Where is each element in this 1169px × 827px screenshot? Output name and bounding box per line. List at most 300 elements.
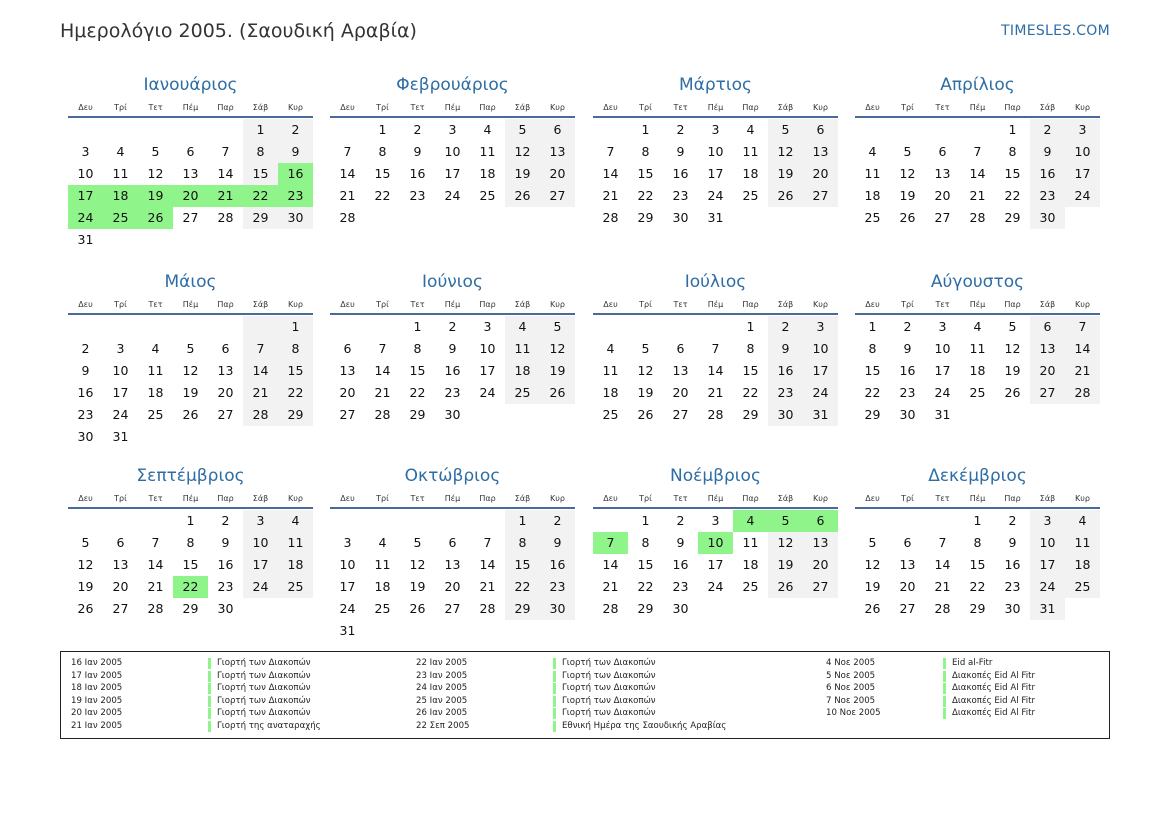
- day-cell: 11: [742, 144, 759, 159]
- day-grid: [68, 119, 313, 251]
- day-cell: 30: [1004, 601, 1021, 616]
- day-cell: 27: [112, 601, 129, 616]
- day-cell: 7: [483, 535, 492, 550]
- day-cell: 1: [1008, 122, 1017, 137]
- day-cell: 27: [540, 185, 575, 207]
- day-cell: 8: [378, 144, 387, 159]
- day-cell: 13: [339, 363, 356, 378]
- month-name: Αύγουστος: [930, 272, 1025, 292]
- day-cell: 28: [602, 601, 619, 616]
- day-cell: 18: [602, 385, 619, 400]
- holiday-name: Γιορτή των Διακοπών: [208, 708, 311, 719]
- day-cell: 6: [186, 144, 195, 159]
- weekday-label: Παρ: [479, 493, 496, 503]
- day-cell: 10: [479, 341, 496, 356]
- weekday-label: Τρί: [376, 493, 389, 503]
- empty-cell: [103, 119, 138, 141]
- day-cell: 6: [116, 535, 125, 550]
- day-grid: [593, 316, 838, 426]
- day-cell: 9: [278, 141, 313, 163]
- day-cell: 23: [540, 576, 575, 598]
- weekday-label: Τρί: [639, 493, 652, 503]
- day-cell: 21: [339, 188, 356, 203]
- weekday-header: [68, 295, 313, 315]
- holiday-day-cell: 23: [278, 185, 313, 207]
- day-cell: 5: [768, 119, 803, 141]
- site-link[interactable]: TIMESLES.COM: [1001, 23, 1110, 39]
- holiday-day-cell: 7: [593, 532, 628, 554]
- day-cell: 3: [343, 535, 352, 550]
- day-cell: 7: [378, 341, 387, 356]
- day-cell: 24: [803, 382, 838, 404]
- day-grid: [330, 510, 575, 642]
- day-cell: 14: [243, 360, 278, 382]
- holiday-day-cell: 16: [278, 163, 313, 185]
- weekday-label: Σάβ: [252, 102, 269, 112]
- weekday-label: Κυρ: [1075, 102, 1090, 112]
- day-cell: 30: [672, 210, 689, 225]
- weekday-label: Τετ: [673, 102, 688, 112]
- weekday-label: Σάβ: [252, 299, 269, 309]
- holiday-date: 21 Ιαν 2005: [71, 720, 123, 731]
- holiday-name: Γιορτή των Διακοπών: [208, 658, 311, 669]
- day-cell: 29: [969, 601, 986, 616]
- day-cell: 2: [413, 122, 422, 137]
- weekday-header: [593, 98, 838, 118]
- day-cell: 9: [1008, 535, 1017, 550]
- day-cell: 21: [479, 579, 496, 594]
- day-grid: [593, 119, 838, 229]
- day-cell: 5: [81, 535, 90, 550]
- day-cell: 13: [217, 363, 234, 378]
- month-block: [855, 463, 1100, 620]
- weekday-label: Τρί: [114, 299, 127, 309]
- day-cell: 10: [339, 557, 356, 572]
- empty-cell: [208, 119, 243, 141]
- holiday-day-cell: 4: [733, 510, 768, 532]
- holiday-date: 26 Ιαν 2005: [416, 708, 468, 719]
- day-cell: 9: [540, 532, 575, 554]
- weekday-label: Παρ: [1004, 102, 1021, 112]
- day-cell: 24: [444, 188, 461, 203]
- day-cell: 9: [903, 341, 912, 356]
- day-cell: 18: [505, 360, 540, 382]
- day-cell: 18: [742, 166, 759, 181]
- day-cell: 4: [505, 316, 540, 338]
- day-cell: 23: [77, 407, 94, 422]
- weekday-label: Παρ: [742, 299, 759, 309]
- weekday-label: Πέμ: [707, 299, 724, 309]
- day-cell: 14: [217, 166, 234, 181]
- day-cell: 24: [339, 601, 356, 616]
- month-name: Νοέμβριος: [670, 466, 761, 486]
- day-cell: 26: [899, 210, 916, 225]
- day-cell: 10: [1065, 141, 1100, 163]
- day-cell: 16: [409, 166, 426, 181]
- day-cell: 22: [374, 188, 391, 203]
- day-cell: 31: [112, 429, 129, 444]
- day-cell: 14: [374, 363, 391, 378]
- day-cell: 3: [1065, 119, 1100, 141]
- weekday-label: Σάβ: [514, 299, 531, 309]
- day-grid: [593, 510, 838, 620]
- month-block: [593, 72, 838, 229]
- month-block: [68, 269, 313, 448]
- day-cell: 6: [676, 341, 685, 356]
- day-cell: 20: [339, 385, 356, 400]
- holiday-name: Διακοπές Eid Al Fitr: [943, 696, 1035, 707]
- day-cell: 10: [1030, 532, 1065, 554]
- day-cell: 18: [479, 166, 496, 181]
- empty-cell: [890, 510, 925, 532]
- day-cell: 25: [1065, 576, 1100, 598]
- day-cell: 19: [637, 385, 654, 400]
- day-cell: 4: [378, 535, 387, 550]
- day-cell: 4: [606, 341, 615, 356]
- weekday-label: Τετ: [148, 299, 163, 309]
- day-cell: 27: [182, 210, 199, 225]
- weekday-header: [855, 489, 1100, 509]
- day-cell: 8: [278, 338, 313, 360]
- day-cell: 11: [505, 338, 540, 360]
- holiday-day-cell: 21: [208, 185, 243, 207]
- empty-cell: [925, 119, 960, 141]
- day-cell: 29: [1004, 210, 1021, 225]
- weekday-label: Πέμ: [182, 299, 199, 309]
- day-cell: 19: [864, 579, 881, 594]
- day-cell: 9: [221, 535, 230, 550]
- day-cell: 19: [409, 579, 426, 594]
- day-cell: 16: [768, 360, 803, 382]
- empty-cell: [365, 316, 400, 338]
- day-cell: 1: [746, 319, 755, 334]
- day-cell: 28: [602, 210, 619, 225]
- day-cell: 21: [602, 188, 619, 203]
- day-grid: [855, 510, 1100, 620]
- day-cell: 19: [768, 163, 803, 185]
- day-cell: 4: [746, 122, 755, 137]
- weekday-label: Τρί: [901, 493, 914, 503]
- day-cell: 15: [278, 360, 313, 382]
- day-cell: 9: [448, 341, 457, 356]
- holiday-date: 4 Νοε 2005: [826, 658, 876, 668]
- weekday-label: Τρί: [114, 102, 127, 112]
- day-cell: 15: [243, 163, 278, 185]
- day-cell: 21: [707, 385, 724, 400]
- day-cell: 1: [868, 319, 877, 334]
- day-cell: 5: [151, 144, 160, 159]
- day-cell: 22: [505, 576, 540, 598]
- day-cell: 15: [505, 554, 540, 576]
- day-cell: 16: [77, 385, 94, 400]
- weekday-label: Παρ: [1004, 299, 1021, 309]
- day-cell: 3: [1030, 510, 1065, 532]
- day-cell: 15: [182, 557, 199, 572]
- weekday-header: [593, 295, 838, 315]
- day-cell: 24: [1030, 576, 1065, 598]
- day-cell: 4: [278, 510, 313, 532]
- day-cell: 13: [182, 166, 199, 181]
- day-cell: 14: [147, 557, 164, 572]
- day-cell: 8: [1008, 144, 1017, 159]
- day-cell: 2: [676, 513, 685, 528]
- empty-cell: [330, 119, 365, 141]
- day-cell: 13: [672, 363, 689, 378]
- day-cell: 1: [278, 316, 313, 338]
- holiday-day-cell: 20: [173, 185, 208, 207]
- day-cell: 22: [637, 579, 654, 594]
- day-cell: 10: [707, 144, 724, 159]
- day-cell: 17: [112, 385, 129, 400]
- day-cell: 18: [374, 579, 391, 594]
- day-cell: 1: [413, 319, 422, 334]
- day-cell: 31: [803, 404, 838, 426]
- holiday-date: 20 Ιαν 2005: [71, 708, 123, 719]
- day-cell: 6: [803, 119, 838, 141]
- day-cell: 14: [339, 166, 356, 181]
- holiday-day-cell: 24: [68, 207, 103, 229]
- day-cell: 31: [934, 407, 951, 422]
- empty-cell: [330, 316, 365, 338]
- weekday-label: Πέμ: [444, 299, 461, 309]
- empty-cell: [925, 510, 960, 532]
- day-cell: 18: [864, 188, 881, 203]
- day-cell: 24: [1065, 185, 1100, 207]
- empty-cell: [855, 510, 890, 532]
- day-cell: 30: [672, 601, 689, 616]
- weekday-label: Κυρ: [813, 493, 828, 503]
- day-cell: 20: [672, 385, 689, 400]
- day-cell: 4: [1065, 510, 1100, 532]
- day-cell: 21: [243, 382, 278, 404]
- day-cell: 9: [768, 338, 803, 360]
- day-cell: 2: [81, 341, 90, 356]
- day-cell: 3: [803, 316, 838, 338]
- holiday-name: Γιορτή των Διακοπών: [553, 708, 656, 719]
- day-cell: 13: [112, 557, 129, 572]
- day-cell: 2: [1030, 119, 1065, 141]
- weekday-label: Δευ: [78, 102, 93, 112]
- weekday-label: Τετ: [410, 102, 425, 112]
- day-cell: 11: [112, 166, 129, 181]
- day-cell: 7: [243, 338, 278, 360]
- holiday-date: 25 Ιαν 2005: [416, 695, 468, 706]
- weekday-label: Παρ: [742, 493, 759, 503]
- holiday-date: 22 Σεπ 2005: [416, 720, 470, 731]
- day-cell: 13: [803, 532, 838, 554]
- day-cell: 23: [672, 188, 689, 203]
- holiday-name: Γιορτή των Διακοπών: [208, 671, 311, 682]
- day-cell: 10: [112, 363, 129, 378]
- day-cell: 18: [1065, 554, 1100, 576]
- day-cell: 15: [637, 166, 654, 181]
- day-cell: 1: [186, 513, 195, 528]
- day-cell: 10: [934, 341, 951, 356]
- day-cell: 7: [151, 535, 160, 550]
- day-cell: 8: [243, 141, 278, 163]
- holiday-day-cell: 22: [243, 185, 278, 207]
- day-cell: 25: [864, 210, 881, 225]
- day-cell: 12: [77, 557, 94, 572]
- day-cell: 26: [409, 601, 426, 616]
- holiday-name: Εθνική Ημέρα της Σαουδικής Αραβίας: [553, 721, 726, 732]
- day-cell: 20: [899, 579, 916, 594]
- day-cell: 3: [116, 341, 125, 356]
- weekday-label: Κυρ: [1075, 299, 1090, 309]
- day-cell: 21: [374, 385, 391, 400]
- day-cell: 20: [540, 163, 575, 185]
- day-cell: 7: [343, 144, 352, 159]
- weekday-label: Τετ: [935, 102, 950, 112]
- weekday-label: Κυρ: [288, 493, 303, 503]
- day-cell: 15: [742, 363, 759, 378]
- day-cell: 23: [1030, 185, 1065, 207]
- weekday-label: Δευ: [340, 299, 355, 309]
- day-cell: 26: [540, 382, 575, 404]
- empty-cell: [173, 119, 208, 141]
- day-grid: [330, 316, 575, 426]
- holiday-name: Eid al-Fitr: [943, 658, 992, 669]
- holiday-legend: [60, 651, 1110, 739]
- day-cell: 27: [339, 407, 356, 422]
- month-block: [68, 72, 313, 251]
- empty-cell: [855, 119, 890, 141]
- weekday-label: Κυρ: [813, 299, 828, 309]
- day-cell: 17: [934, 363, 951, 378]
- holiday-date: 17 Ιαν 2005: [71, 670, 123, 681]
- day-cell: 5: [1008, 319, 1017, 334]
- day-cell: 5: [413, 535, 422, 550]
- day-cell: 19: [505, 163, 540, 185]
- month-block: [593, 269, 838, 426]
- day-cell: 1: [243, 119, 278, 141]
- weekday-label: Σάβ: [777, 299, 794, 309]
- day-cell: 25: [278, 576, 313, 598]
- weekday-label: Κυρ: [288, 102, 303, 112]
- holiday-name: Διακοπές Eid Al Fitr: [943, 683, 1035, 694]
- day-cell: 17: [707, 166, 724, 181]
- day-cell: 12: [864, 557, 881, 572]
- holiday-name: Γιορτή της αναταραχής: [208, 721, 321, 732]
- weekday-label: Τετ: [935, 493, 950, 503]
- day-cell: 13: [444, 557, 461, 572]
- empty-cell: [138, 510, 173, 532]
- day-cell: 26: [768, 185, 803, 207]
- day-cell: 22: [1004, 188, 1021, 203]
- day-cell: 18: [742, 557, 759, 572]
- month-name: Ιούνιος: [422, 272, 483, 292]
- weekday-label: Παρ: [217, 102, 234, 112]
- holiday-name: Γιορτή των Διακοπών: [553, 658, 656, 669]
- day-cell: 11: [278, 532, 313, 554]
- day-cell: 10: [444, 144, 461, 159]
- day-cell: 28: [374, 407, 391, 422]
- empty-cell: [435, 510, 470, 532]
- month-name: Δεκέμβριος: [928, 466, 1027, 486]
- day-cell: 1: [973, 513, 982, 528]
- day-cell: 25: [147, 407, 164, 422]
- day-cell: 21: [147, 579, 164, 594]
- day-cell: 2: [221, 513, 230, 528]
- empty-cell: [138, 119, 173, 141]
- empty-cell: [173, 316, 208, 338]
- day-cell: 2: [903, 319, 912, 334]
- weekday-label: Τετ: [410, 493, 425, 503]
- day-cell: 11: [742, 535, 759, 550]
- day-cell: 21: [1065, 360, 1100, 382]
- day-cell: 26: [768, 576, 803, 598]
- weekday-label: Σάβ: [514, 493, 531, 503]
- day-cell: 27: [934, 210, 951, 225]
- day-cell: 30: [77, 429, 94, 444]
- day-cell: 26: [77, 601, 94, 616]
- day-cell: 11: [969, 341, 986, 356]
- month-block: [330, 72, 575, 229]
- day-cell: 26: [1004, 385, 1021, 400]
- empty-cell: [593, 510, 628, 532]
- holiday-date: 10 Νοε 2005: [826, 708, 881, 719]
- day-cell: 4: [868, 144, 877, 159]
- day-cell: 22: [278, 382, 313, 404]
- weekday-header: [68, 98, 313, 118]
- empty-cell: [470, 510, 505, 532]
- day-cell: 20: [934, 188, 951, 203]
- day-cell: 18: [147, 385, 164, 400]
- weekday-label: Κυρ: [550, 299, 565, 309]
- weekday-label: Δευ: [603, 493, 618, 503]
- month-block: [68, 463, 313, 620]
- day-cell: 17: [1065, 163, 1100, 185]
- weekday-header: [855, 295, 1100, 315]
- weekday-label: Δευ: [340, 493, 355, 503]
- day-cell: 12: [1004, 341, 1021, 356]
- day-cell: 4: [116, 144, 125, 159]
- weekday-label: Δευ: [603, 299, 618, 309]
- day-cell: 9: [413, 144, 422, 159]
- weekday-label: Πέμ: [969, 299, 986, 309]
- empty-cell: [593, 119, 628, 141]
- day-cell: 8: [641, 144, 650, 159]
- day-cell: 12: [540, 338, 575, 360]
- day-cell: 17: [444, 166, 461, 181]
- holiday-date: 16 Ιαν 2005: [71, 658, 123, 668]
- day-cell: 16: [899, 363, 916, 378]
- holiday-name: Διακοπές Eid Al Fitr: [943, 708, 1035, 719]
- month-name: Ιανουάριος: [143, 75, 238, 95]
- day-cell: 14: [1065, 338, 1100, 360]
- holiday-day-cell: 25: [103, 207, 138, 229]
- weekday-label: Κυρ: [1075, 493, 1090, 503]
- weekday-label: Τετ: [673, 299, 688, 309]
- day-cell: 9: [1030, 141, 1065, 163]
- day-cell: 1: [641, 513, 650, 528]
- day-cell: 27: [803, 576, 838, 598]
- day-cell: 17: [339, 579, 356, 594]
- day-cell: 19: [768, 554, 803, 576]
- weekday-label: Σάβ: [514, 102, 531, 112]
- weekday-label: Παρ: [479, 299, 496, 309]
- weekday-header: [855, 98, 1100, 118]
- holiday-name: Γιορτή των Διακοπών: [208, 696, 311, 707]
- day-cell: 25: [742, 579, 759, 594]
- day-cell: 15: [374, 166, 391, 181]
- weekday-label: Τετ: [148, 493, 163, 503]
- weekday-label: Τρί: [114, 493, 127, 503]
- day-cell: 23: [217, 579, 234, 594]
- day-cell: 14: [479, 557, 496, 572]
- month-name: Μάιος: [164, 272, 217, 292]
- day-cell: 3: [448, 122, 457, 137]
